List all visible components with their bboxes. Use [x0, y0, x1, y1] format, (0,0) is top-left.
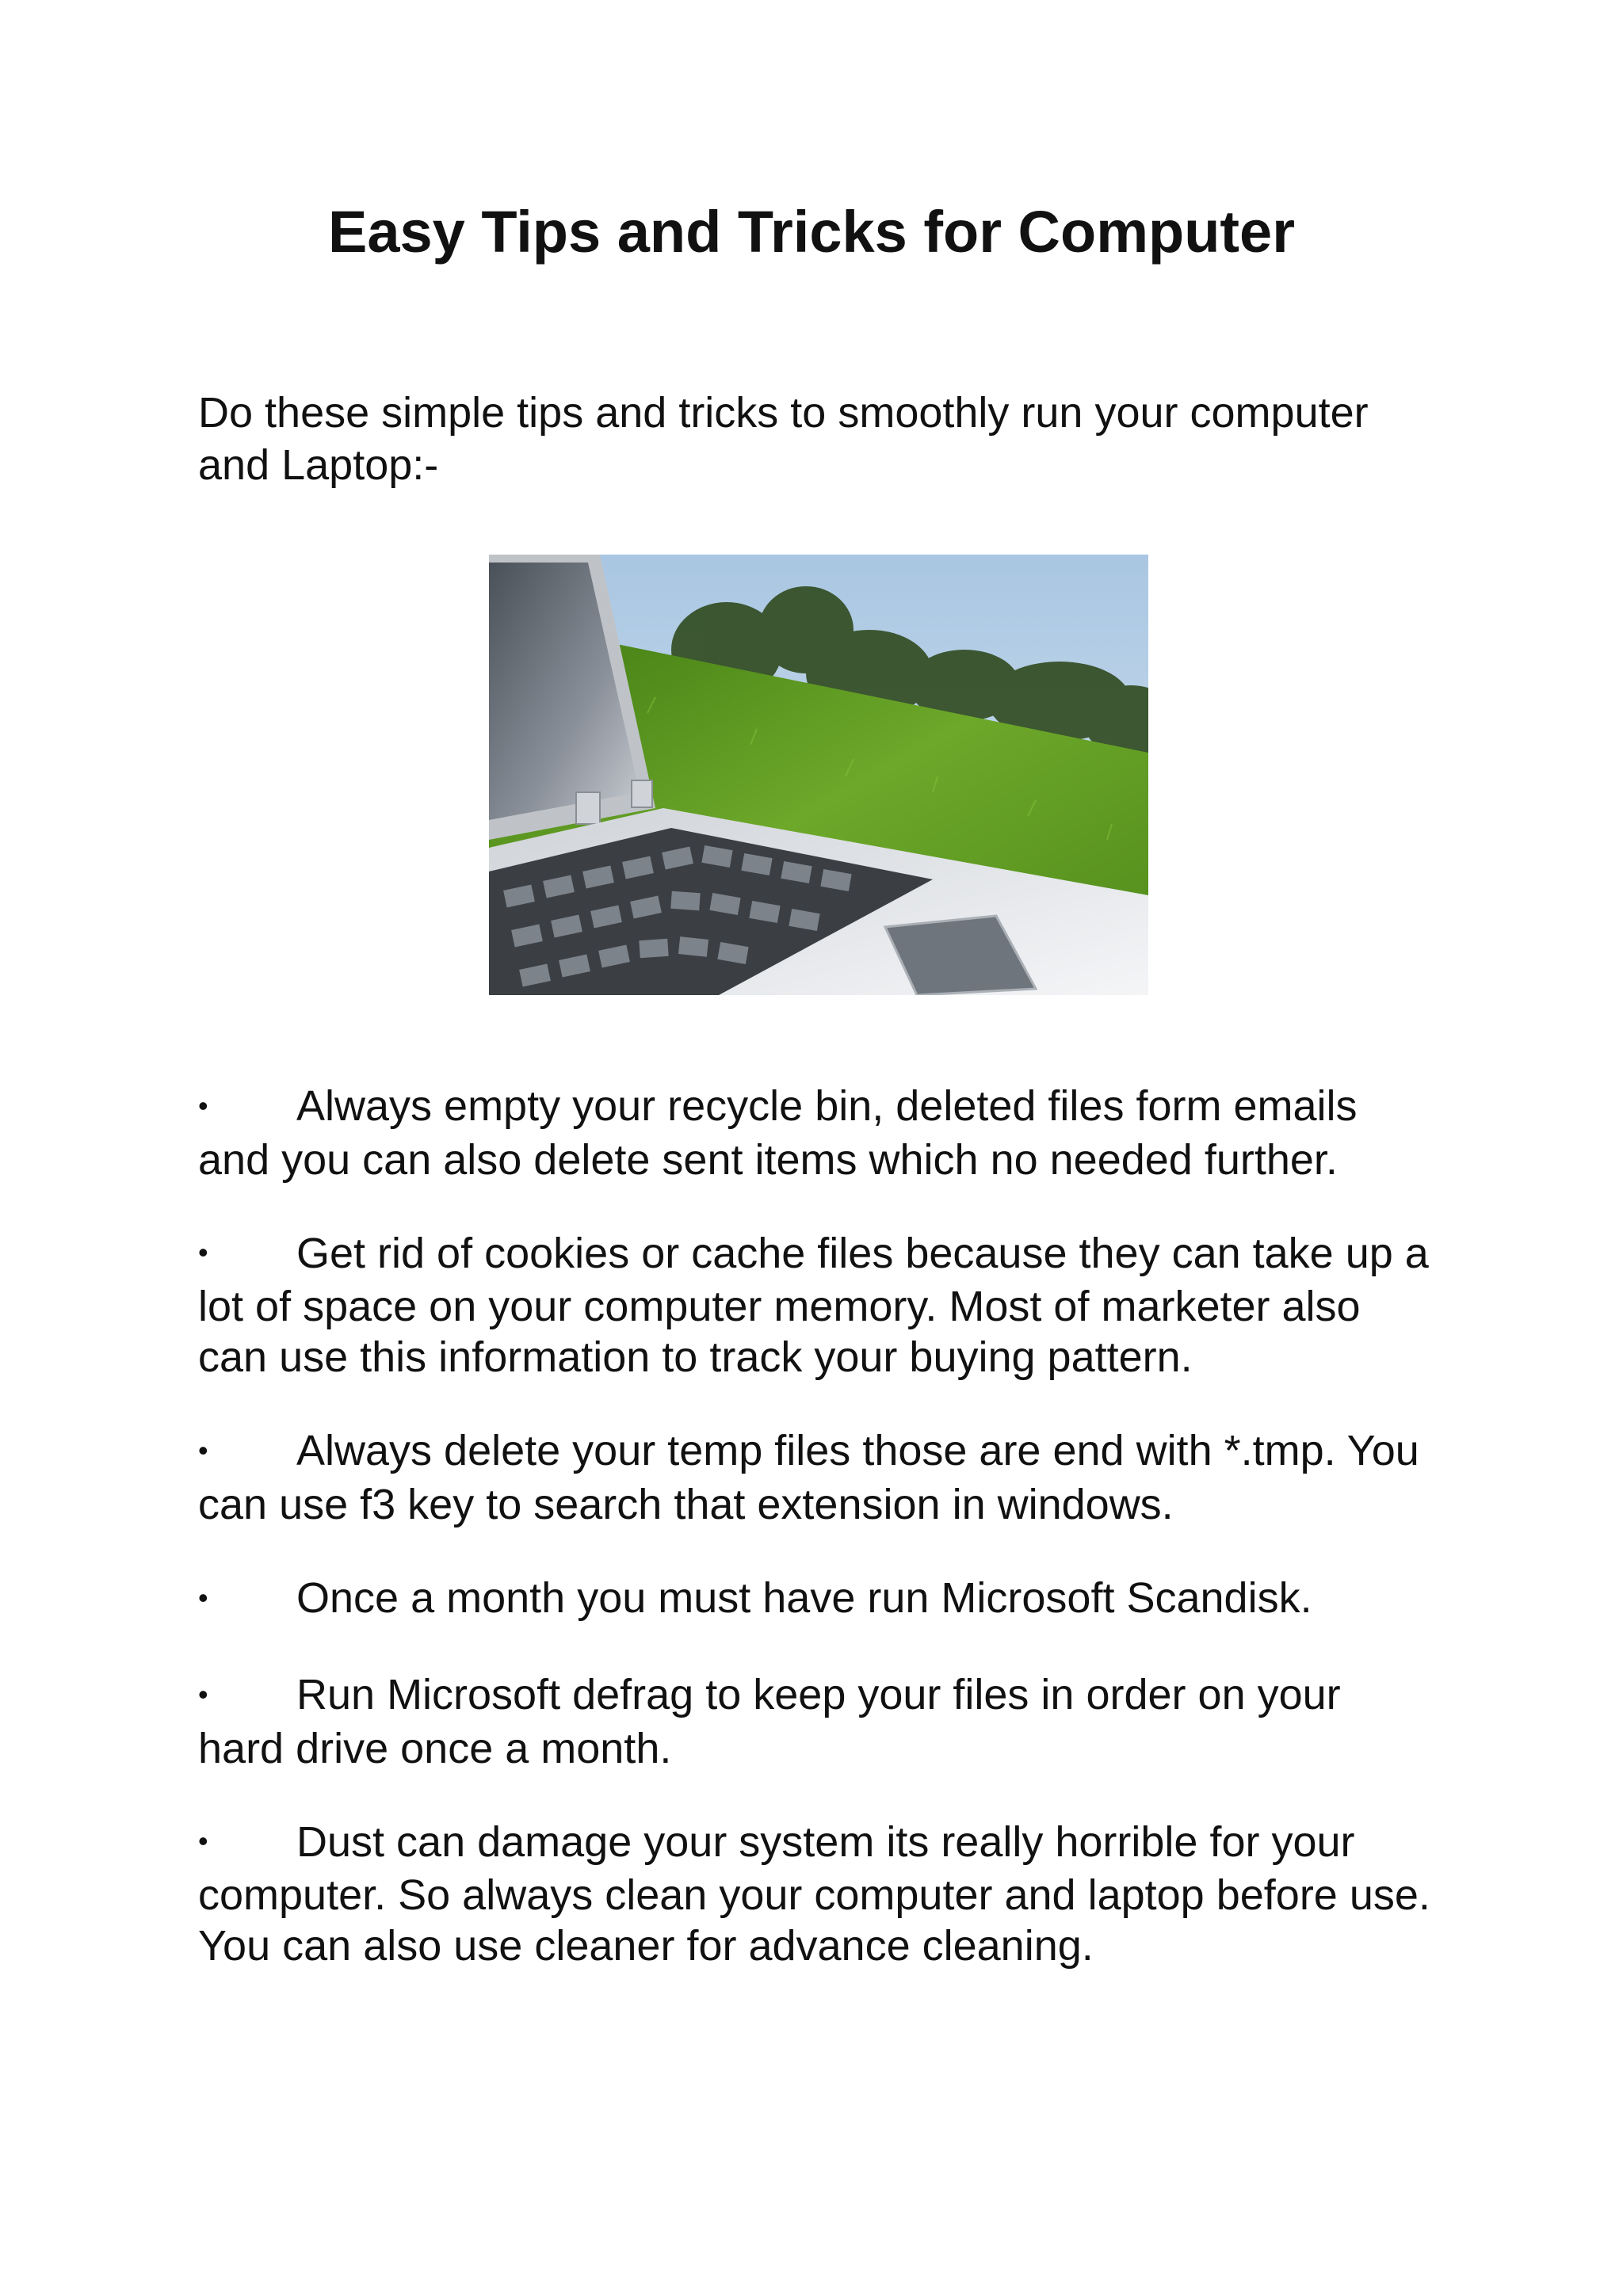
- list-item: [198, 1228, 1434, 1383]
- bullet-icon: •: [198, 1677, 208, 1711]
- tip-text: Dust can damage your system its really horrible for your computer. So always clean your computer and laptop before use. You can also use cleaner for advance cleaning.: [198, 1817, 1430, 1970]
- bullet-icon: •: [198, 1434, 208, 1467]
- list-item: [198, 1425, 1434, 1530]
- tip-text: Once a month you must have run Microsoft Scandisk.: [296, 1574, 1312, 1623]
- list-item: [198, 1817, 1434, 1972]
- tip-text: Always delete your temp files those are end with *.tmp. You can use f3 key to search that extension in windows.: [198, 1427, 1419, 1529]
- tip-text: Run Microsoft defrag to keep your files in order on your hard drive once a month.: [198, 1670, 1341, 1772]
- tip-text: Get rid of cookies or cache files because they can take up a lot of space on your computer memory. Most of marketer also can use this information to track your buying pattern.: [198, 1229, 1429, 1382]
- bullet-icon: •: [198, 1236, 208, 1269]
- bullet-icon: •: [198, 1581, 208, 1614]
- list-item: [198, 1669, 1434, 1774]
- intro-paragraph: Do these simple tips and tricks to smoothly run your computer and Laptop:-: [198, 389, 1369, 489]
- bullet-icon: •: [198, 1089, 208, 1122]
- list-item: [198, 1081, 1434, 1185]
- bullet-icon: •: [198, 1825, 208, 1858]
- list-item: [198, 1573, 1434, 1627]
- page-title: Easy Tips and Tricks for Computer: [328, 199, 1295, 265]
- tip-text: Always empty your recycle bin, deleted files form emails and you can also delete sent items which no needed further.: [198, 1082, 1358, 1184]
- tips-list: [198, 1081, 1434, 2014]
- laptop-on-grass-photo: [489, 555, 1148, 995]
